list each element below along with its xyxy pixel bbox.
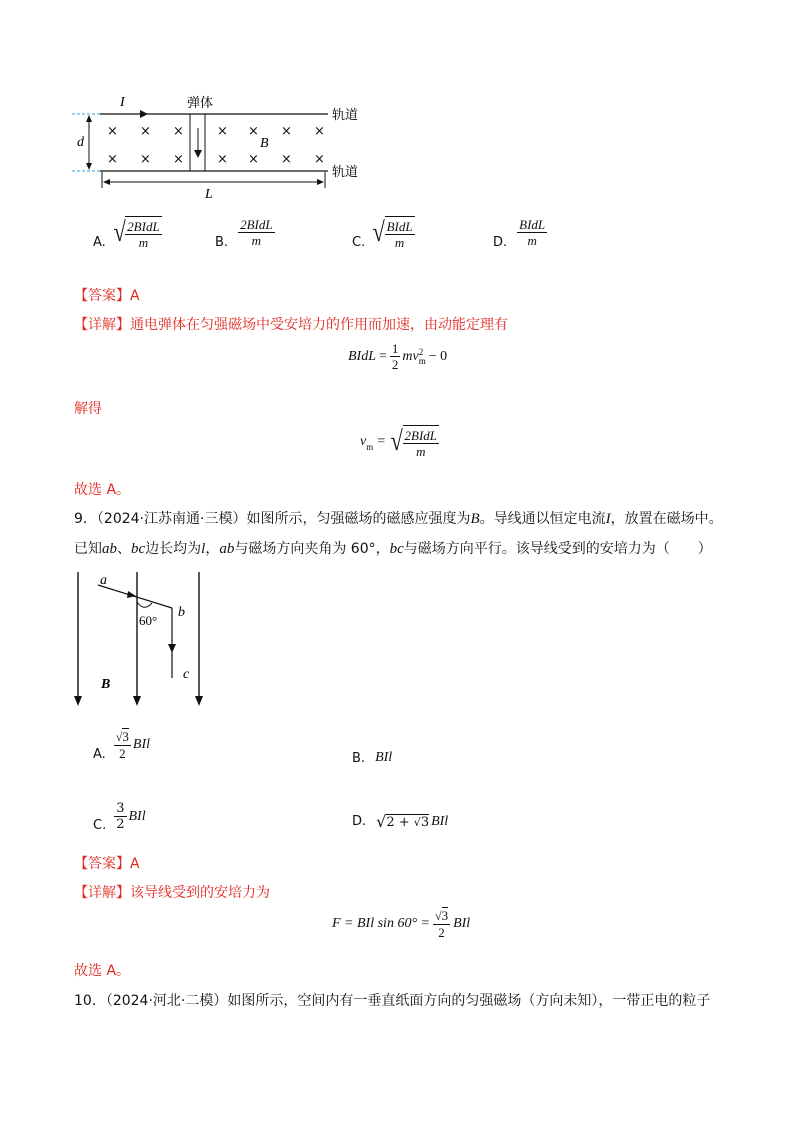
q9-conclusion: 故选 A。	[74, 963, 131, 979]
point-a-label: a	[100, 573, 107, 588]
svg-text:×: ×	[107, 152, 118, 167]
svg-text:×: ×	[281, 152, 292, 167]
option-letter: B.	[215, 235, 229, 250]
field-label: B	[260, 136, 269, 151]
point-b-label: b	[178, 605, 185, 620]
svg-text:×: ×	[217, 152, 228, 167]
wire-field-diagram	[68, 568, 218, 718]
track-bottom-label: 轨道	[332, 165, 359, 180]
svg-text:×: ×	[314, 124, 325, 139]
svg-text:×: ×	[140, 152, 151, 167]
q9-option-a: A. $\frac{√3}{2}$ BIl	[93, 728, 150, 762]
q9-question-line-2: 已知ab、bc边长均为l，ab与磁场方向夹角为 60°，bc与磁场方向平行。该导线受到的安培力为（ ）	[74, 541, 712, 557]
point-c-label: c	[183, 667, 190, 682]
projectile-label: 弹体	[187, 96, 214, 111]
option-letter: C.	[352, 235, 366, 250]
q9-question-line-1: 9．（2024·江苏南通·三模）如图所示，匀强磁场的磁感应强度为B。导线通以恒定电流I，放置在磁场中。	[74, 511, 723, 527]
q8-option-d: D. $\frac{\text{BIdL}}{m}$	[493, 217, 546, 250]
q8-option-a: A. √ $\frac{\text{2BIdL}}{m}$	[93, 216, 160, 250]
q8-equation-2: v m = √ $\frac{\text{2BIdL}}{m}$	[360, 426, 438, 459]
svg-text:×: ×	[107, 124, 118, 139]
svg-text:×: ×	[248, 124, 259, 139]
svg-text:×: ×	[140, 124, 151, 139]
width-label: d	[77, 135, 84, 150]
field-label: B	[101, 677, 111, 692]
rail-gun-diagram	[60, 90, 380, 205]
svg-text:×: ×	[281, 124, 292, 139]
q8-equation-1: BIdL = $\frac{1}{2}$ mv 2 m − 0	[348, 341, 448, 372]
q8-answer: 【答案】A	[74, 288, 140, 304]
q10-question-line-1: 10．（2024·河北·二模）如图所示，空间内有一垂直纸面方向的匀强磁场（方向未知），一带正电的粒子	[74, 993, 711, 1009]
option-letter: D.	[493, 235, 508, 250]
svg-text:×: ×	[217, 124, 228, 139]
svg-text:×: ×	[248, 152, 259, 167]
q9-answer: 【答案】A	[74, 856, 140, 872]
q8-conclusion: 故选 A。	[74, 482, 131, 498]
q8-option-c: C. √ $\frac{\text{BIdL}}{m}$	[352, 216, 413, 250]
angle-label: 60°	[139, 613, 158, 628]
q8-option-b: B. $\frac{\text{2BIdL}}{m}$	[215, 217, 273, 250]
q9-option-c: C. $\frac{3}{2}$ BIl	[93, 801, 146, 833]
svg-text:×: ×	[314, 152, 325, 167]
svg-text:×: ×	[173, 152, 184, 167]
q9-option-d: D. √ 2 + √3 BIl	[352, 812, 449, 831]
q8-solve-text: 解得	[74, 401, 102, 417]
track-top-label: 轨道	[332, 108, 359, 123]
length-label: L	[205, 187, 213, 202]
q9-detail: 【详解】该导线受到的安培力为	[74, 885, 270, 901]
field-crosses	[107, 124, 325, 167]
q9-equation: F = BIl sin 60° = $\frac{√3}{2}$ BIl	[332, 908, 471, 940]
option-letter: A.	[93, 235, 106, 250]
current-label: I	[120, 95, 125, 110]
q9-option-b: B. BIl	[352, 750, 393, 766]
svg-text:×: ×	[173, 124, 184, 139]
q8-detail: 【详解】通电弹体在匀强磁场中受安培力的作用而加速，由动能定理有	[74, 317, 508, 333]
